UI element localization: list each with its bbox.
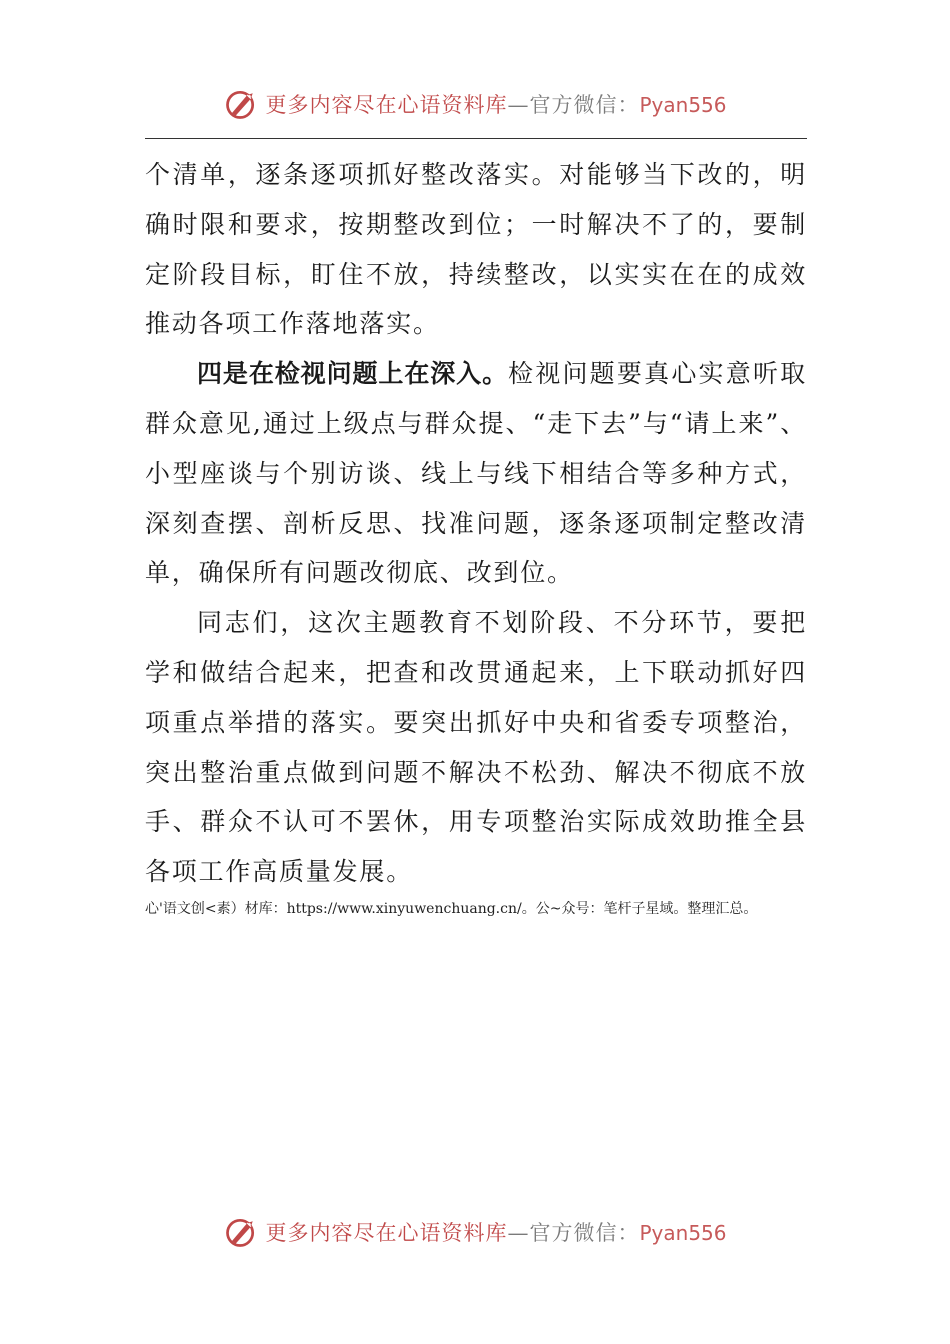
footer-banner <box>265 1217 726 1247</box>
page-header <box>0 82 950 126</box>
footer-banner-id: Pyan556 <box>639 1221 727 1245</box>
source-note: 心'语文创<素）材库：https://www.xinyuwenchuang.cn/。公~众号：笔杆子星域。整理汇总。 <box>145 900 758 917</box>
footer-banner-official: 官方微信： <box>529 1221 640 1245</box>
paragraph-1: 个清单，逐条逐项抓好整改落实。对能够当下改的，明确时限和要求，按期整改到位；一时解决不了的，要制定阶段目标，盯住不放，持续整改，以实实在在的成效推动各项工作落地落实。 <box>145 160 807 339</box>
footer-banner-dash: — <box>507 1221 530 1245</box>
header-banner-official: 官方微信： <box>529 93 640 117</box>
paragraph-3: 同志们，这次主题教育不划阶段、不分环节，要把学和做结合起来，把查和改贯通起来，上下联动抓好四项重点举措的落实。要突出抓好中央和省委专项整治，突出整治重点做到问题不解决不松劲、解决不彻底不放手、群众不认可不罢休，用专项整治实际成效助推全县各项工作高质量发展。 <box>145 608 807 887</box>
paragraph-2-body: 检视问题要真心实意听取群众意见,通过上级点与群众提、“走下去”与“请上来”、小型座谈与个别访谈、线上与线下相结合等多种方式，深刻查摆、剖析反思、找准问题，逐条逐项制定整改清单，确保所有问题改彻底、改到位。 <box>145 359 807 588</box>
header-banner-main: 更多内容尽在心语资料库 <box>265 93 508 117</box>
header-banner-id: Pyan556 <box>639 93 727 117</box>
header-banner <box>265 89 726 119</box>
page-footer <box>0 1210 950 1254</box>
document-body <box>145 150 807 919</box>
header-divider <box>145 138 807 139</box>
pen-nib-circle-icon <box>223 86 259 122</box>
header-banner-dash: — <box>507 93 530 117</box>
paragraph-2 <box>145 349 807 598</box>
pen-nib-circle-icon <box>223 1214 259 1250</box>
footer-banner-main: 更多内容尽在心语资料库 <box>265 1221 508 1245</box>
paragraph-2-lead: 四是在检视问题上在深入。 <box>197 359 509 389</box>
